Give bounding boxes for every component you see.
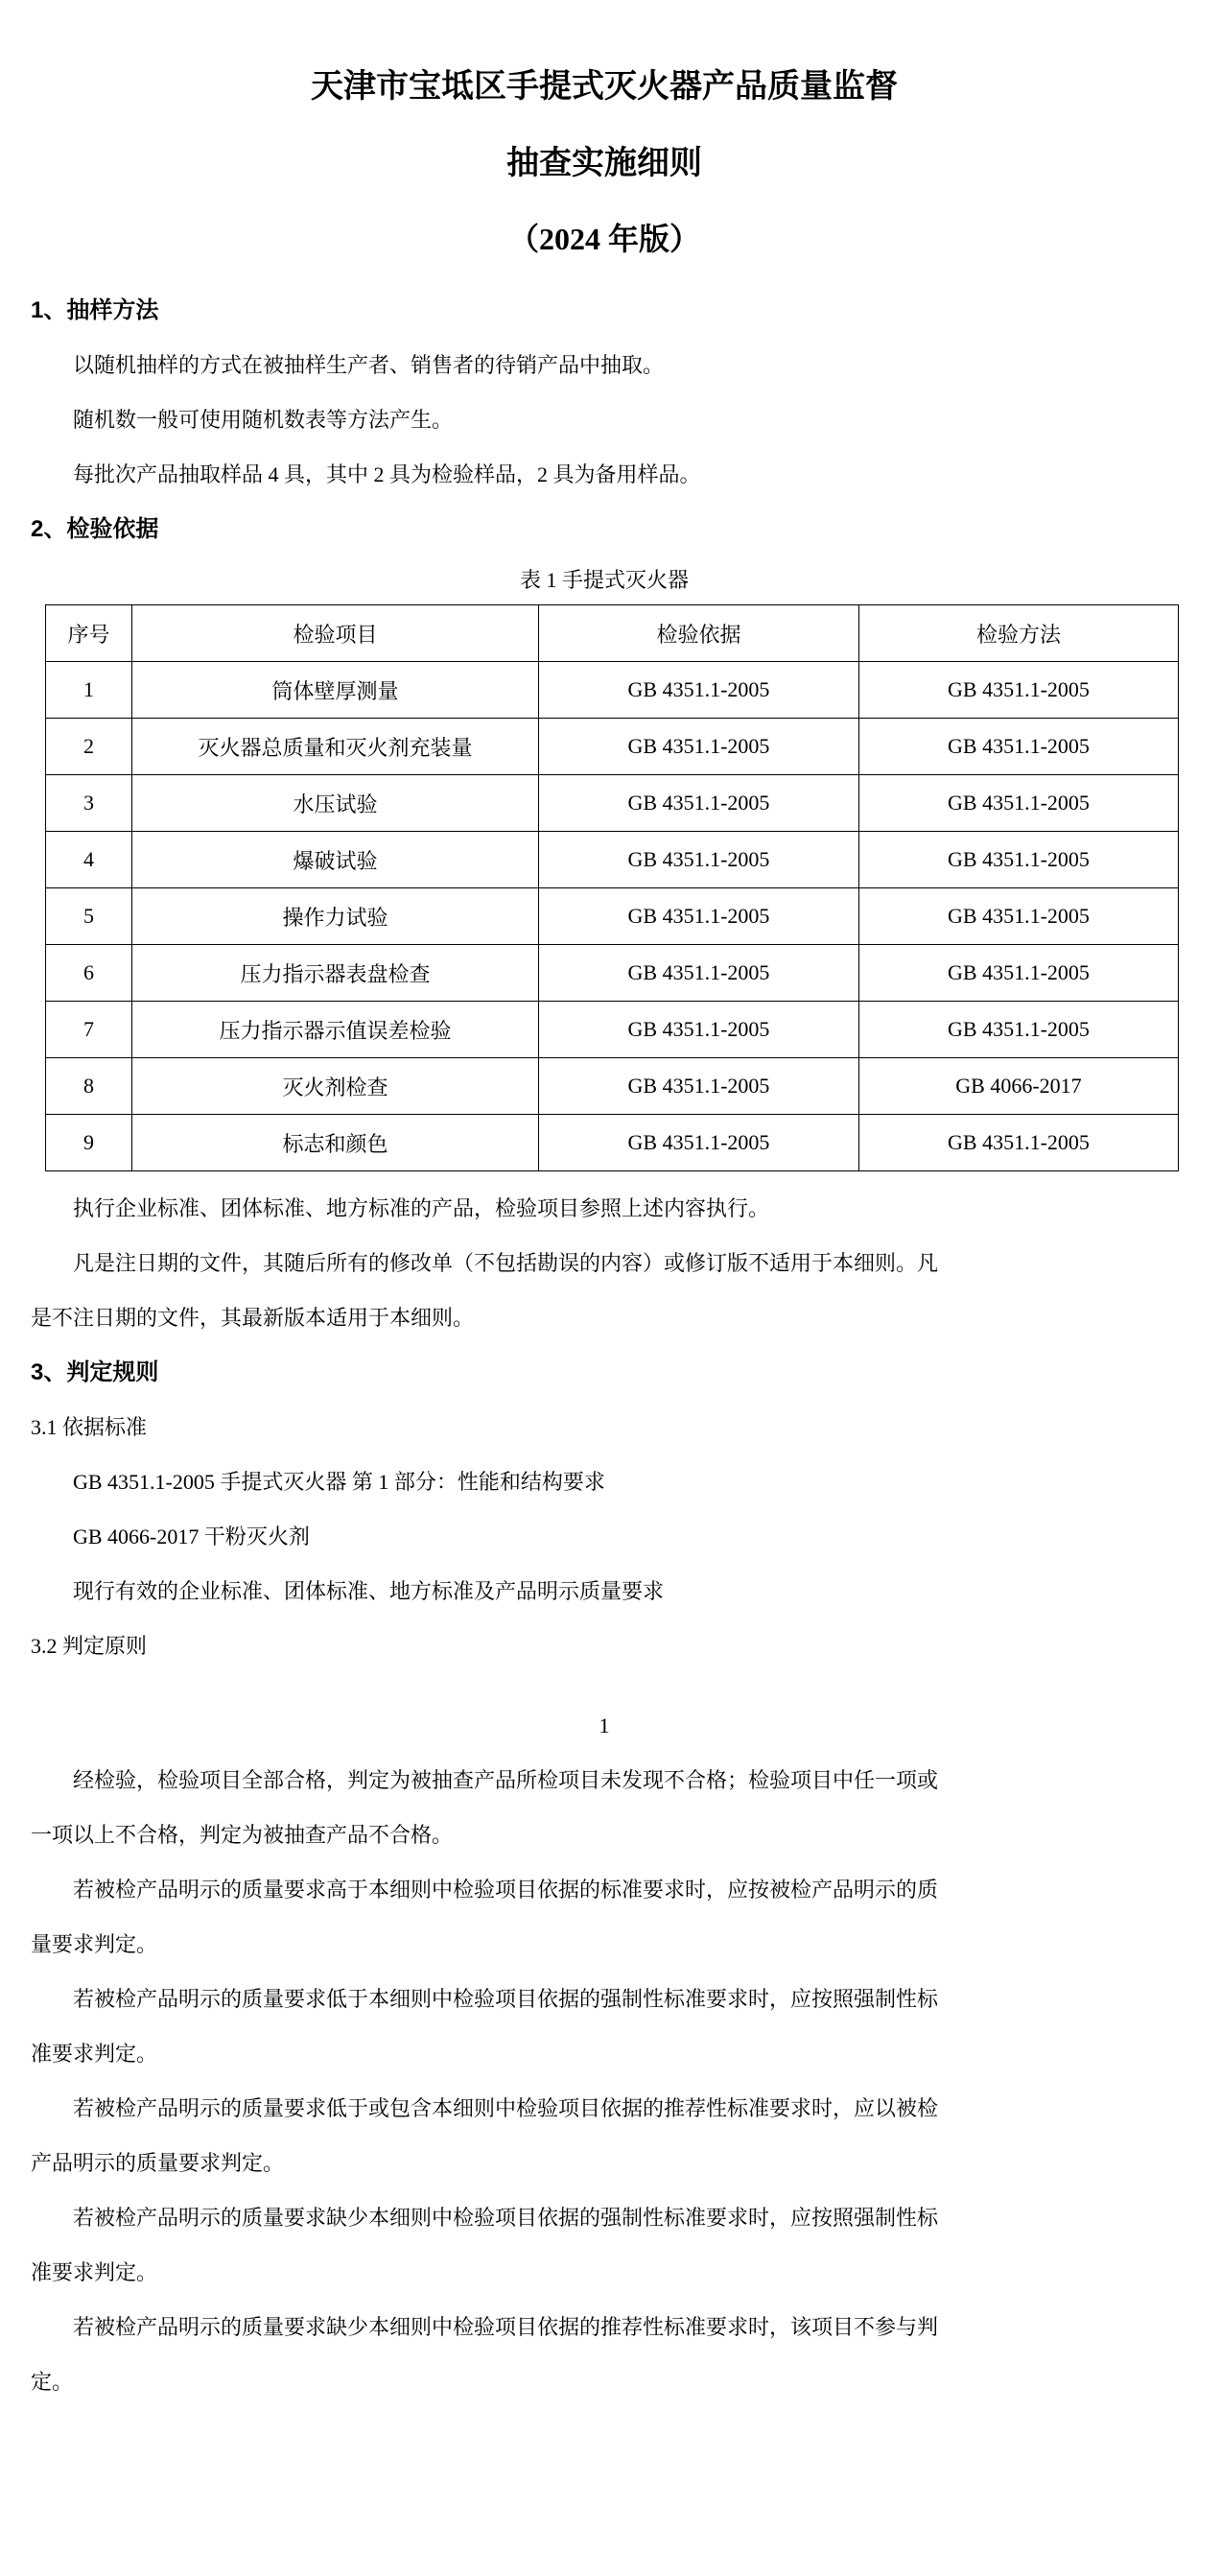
cell-no: 5 — [46, 888, 132, 945]
principle-line: 准要求判定。 — [31, 2042, 158, 2066]
cell-item: 灭火剂检查 — [132, 1058, 539, 1115]
cell-dependence: GB 4351.1-2005 — [539, 888, 859, 945]
principle-line: 量要求判定。 — [31, 1932, 158, 1956]
table-row — [46, 1002, 1179, 1058]
cell-item: 灭火器总质量和灭火剂充装量 — [132, 719, 539, 775]
cell-no: 7 — [46, 1002, 132, 1058]
principle-line: 经检验，检验项目全部合格，判定为被抽查产品所检项目未发现不合格；检验项目中任一项或 — [73, 1768, 939, 1792]
principle-line: 若被检产品明示的质量要求缺少本细则中检验项目依据的推荐性标准要求时，该项目不参与判 — [73, 2315, 939, 2339]
cell-method: GB 4351.1-2005 — [859, 662, 1179, 719]
table-caption: 表 1 手提式灭火器 — [519, 568, 689, 592]
standard-line: 现行有效的企业标准、团体标准、地方标准及产品明示质量要求 — [73, 1579, 665, 1603]
cell-item: 筒体壁厚测量 — [132, 662, 539, 719]
cell-dependence: GB 4351.1-2005 — [539, 832, 859, 888]
basis-notes — [31, 1181, 1178, 1345]
table-row — [46, 1058, 1179, 1115]
cell-method: GB 4351.1-2005 — [859, 888, 1179, 945]
cell-dependence: GB 4351.1-2005 — [539, 719, 859, 775]
table-row — [46, 888, 1179, 945]
principle-line: 准要求判定。 — [31, 2260, 158, 2284]
document-title-line3: （2024 年版） — [507, 222, 700, 256]
table-header-row — [46, 605, 1179, 662]
table-row — [46, 662, 1179, 719]
cell-item: 水压试验 — [132, 775, 539, 832]
col-header-no: 序号 — [46, 605, 132, 662]
basis-note-line: 凡是注日期的文件，其随后所有的修改单（不包括勘误的内容）或修订版不适用于本细则。凡 — [73, 1251, 939, 1275]
page-number: 1 — [599, 1713, 610, 1737]
cell-dependence: GB 4351.1-2005 — [539, 775, 859, 832]
principle-line: 定。 — [31, 2370, 74, 2394]
cell-dependence: GB 4351.1-2005 — [539, 1115, 859, 1171]
cell-dependence: GB 4351.1-2005 — [539, 1002, 859, 1058]
cell-method: GB 4066-2017 — [859, 1058, 1179, 1115]
cell-no: 4 — [46, 832, 132, 888]
principle-line: 若被检产品明示的质量要求高于本细则中检验项目依据的标准要求时，应按被检产品明示的质 — [73, 1878, 939, 1902]
col-header-item: 检验项目 — [132, 605, 539, 662]
cell-item: 爆破试验 — [132, 832, 539, 888]
col-header-method: 检验方法 — [859, 605, 1179, 662]
col-header-dependence: 检验依据 — [539, 605, 859, 662]
cell-no: 3 — [46, 775, 132, 832]
principle-line: 若被检产品明示的质量要求缺少本细则中检验项目依据的强制性标准要求时，应按照强制性标 — [73, 2206, 939, 2230]
sampling-line: 以随机抽样的方式在被抽样生产者、销售者的待销产品中抽取。 — [73, 353, 665, 377]
sampling-line: 随机数一般可使用随机数表等方法产生。 — [73, 408, 454, 432]
cell-method: GB 4351.1-2005 — [859, 1115, 1179, 1171]
cell-item: 压力指示器示值误差检验 — [132, 1002, 539, 1058]
cell-item: 压力指示器表盘检查 — [132, 945, 539, 1002]
inspection-table — [45, 604, 1179, 1171]
cell-method: GB 4351.1-2005 — [859, 945, 1179, 1002]
table-row — [46, 945, 1179, 1002]
cell-dependence: GB 4351.1-2005 — [539, 662, 859, 719]
table-row — [46, 719, 1179, 775]
cell-no: 2 — [46, 719, 132, 775]
sub-heading-standards: 3.1 依据标准 — [31, 1415, 148, 1439]
standard-line: GB 4351.1-2005 手提式灭火器 第 1 部分：性能和结构要求 — [73, 1470, 605, 1494]
table-row — [46, 1115, 1179, 1171]
document-title-line1: 天津市宝坻区手提式灭火器产品质量监督 — [311, 69, 898, 105]
cell-no: 8 — [46, 1058, 132, 1115]
cell-no: 1 — [46, 662, 132, 719]
standard-line: GB 4066-2017 干粉灭火剂 — [73, 1524, 310, 1548]
principle-line: 若被检产品明示的质量要求低于或包含本细则中检验项目依据的推荐性标准要求时，应以被检 — [73, 2096, 939, 2120]
basis-note-line: 是不注日期的文件，其最新版本适用于本细则。 — [31, 1306, 475, 1330]
sub-heading-principles: 3.2 判定原则 — [31, 1634, 148, 1658]
principles-paragraphs — [31, 1753, 1178, 2409]
table-row — [46, 775, 1179, 832]
cell-method: GB 4351.1-2005 — [859, 832, 1179, 888]
section-heading-rules: 3、判定规则 — [31, 1359, 159, 1385]
cell-no: 9 — [46, 1115, 132, 1171]
document-title-line2: 抽查实施细则 — [506, 146, 702, 181]
cell-dependence: GB 4351.1-2005 — [539, 945, 859, 1002]
cell-item: 标志和颜色 — [132, 1115, 539, 1171]
sampling-paragraphs — [31, 338, 1178, 502]
section-heading-sampling: 1、抽样方法 — [31, 297, 159, 323]
principle-line: 若被检产品明示的质量要求低于本细则中检验项目依据的强制性标准要求时，应按照强制性标 — [73, 1987, 939, 2011]
principle-line: 一项以上不合格，判定为被抽查产品不合格。 — [31, 1823, 454, 1847]
section-heading-basis: 2、检验依据 — [31, 516, 159, 542]
table-row — [46, 832, 1179, 888]
cell-method: GB 4351.1-2005 — [859, 775, 1179, 832]
cell-method: GB 4351.1-2005 — [859, 1002, 1179, 1058]
cell-item: 操作力试验 — [132, 888, 539, 945]
cell-method: GB 4351.1-2005 — [859, 719, 1179, 775]
cell-dependence: GB 4351.1-2005 — [539, 1058, 859, 1115]
basis-note-line: 执行企业标准、团体标准、地方标准的产品，检验项目参照上述内容执行。 — [73, 1196, 770, 1220]
cell-no: 6 — [46, 945, 132, 1002]
sampling-line: 每批次产品抽取样品 4 具，其中 2 具为检验样品，2 具为备用样品。 — [73, 462, 701, 486]
principle-line: 产品明示的质量要求判定。 — [31, 2151, 285, 2175]
standards-list — [31, 1454, 1178, 1619]
